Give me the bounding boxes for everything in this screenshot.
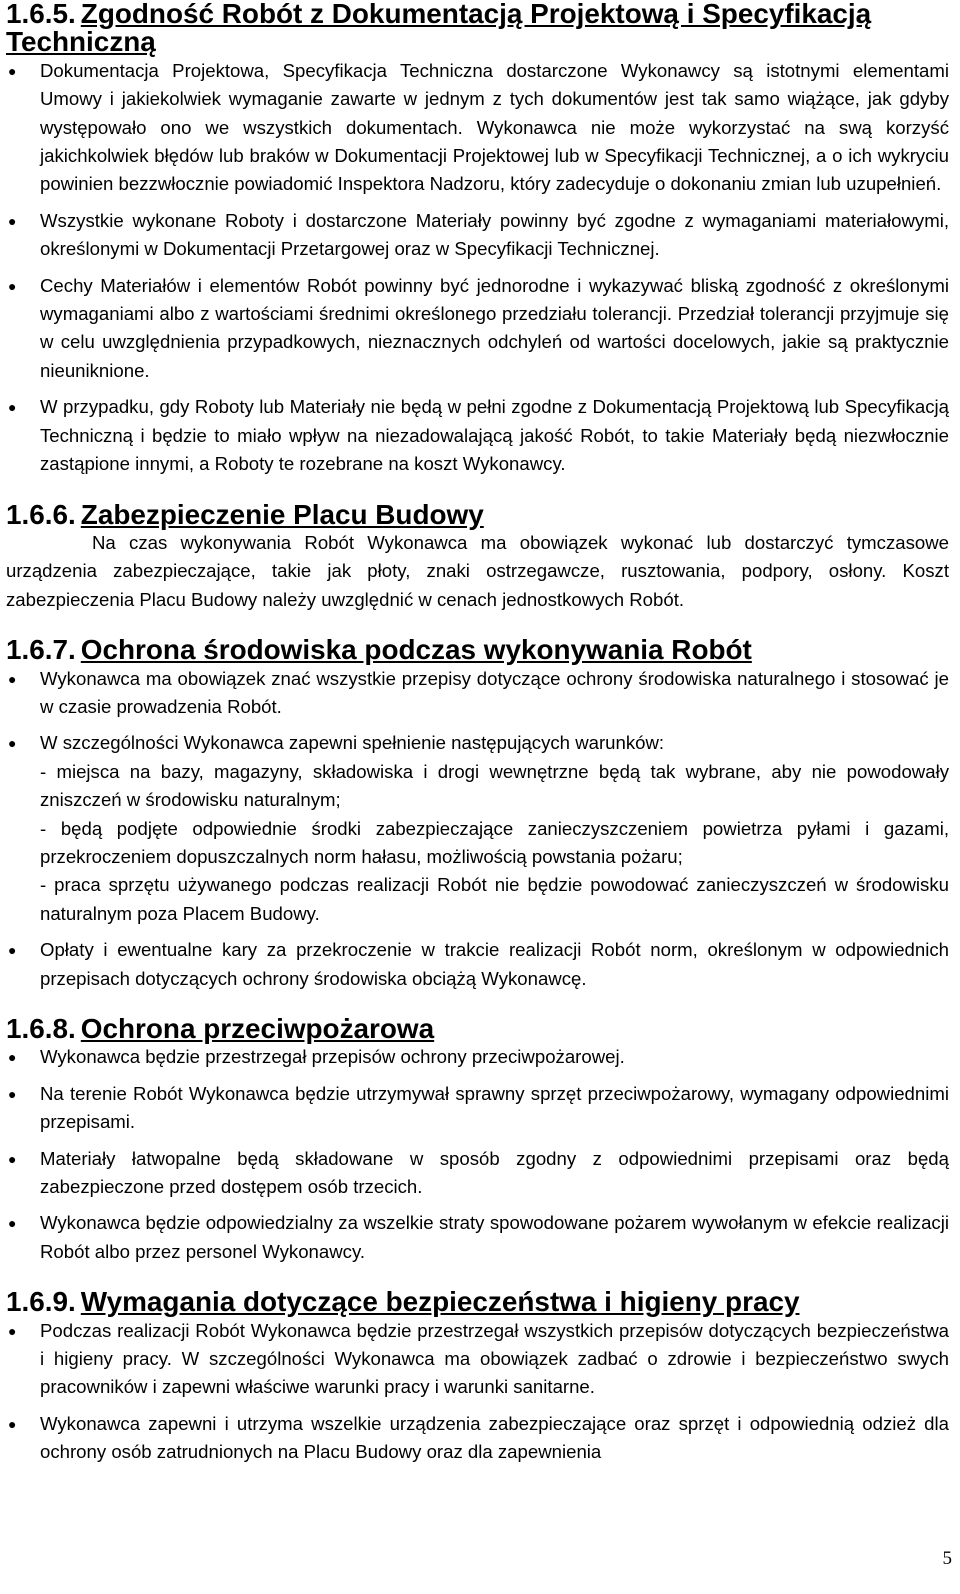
list-item: ● Na terenie Robót Wykonawca będzie utrzymywał sprawny sprzęt przeciwpożarowy, wymagany odpowiednimi przepisami. [6, 1080, 949, 1137]
section-1-6-9-list [6, 1317, 949, 1467]
list-item: ● Wykonawca zapewni i utrzyma wszelkie urządzenia zabezpieczające oraz sprzęt i odpowiednią odzież dla ochrony osób zatrudnionych na Placu Budowy oraz dla zapewnienia [6, 1410, 949, 1467]
list-item: ● Wykonawca będzie odpowiedzialny za wszelkie straty spowodowane pożarem wywołanym w efekcie realizacji Robót albo przez personel Wykonawcy. [6, 1209, 949, 1266]
list-item: ● Wykonawca ma obowiązek znać wszystkie przepisy dotyczące ochrony środowiska naturalnego i stosować je w czasie prowadzenia Robót. [6, 665, 949, 722]
bullet-icon: ● [8, 1150, 17, 1167]
list-item: ● Materiały łatwopalne będą składowane w sposób zgodny z odpowiednimi przepisami oraz będą zabezpieczone przed dostępem osób trzecich. [6, 1145, 949, 1202]
bullet-icon: ● [8, 670, 17, 687]
bullet-icon: ● [8, 1085, 17, 1102]
list-item: ● W przypadku, gdy Roboty lub Materiały nie będą w pełni zgodne z Dokumentacją Projektową lub Specyfikacją Techniczną i będzie to miało wpływ na niezadowalającą jakość Robót, to takie Materiały będą niezwłocznie zastąpione innymi, a Roboty te rozebrane na koszt Wykonawcy. [6, 393, 949, 478]
document-page [6, 0, 949, 1467]
dash-item: - będą podjęte odpowiednie środki zabezpieczające zanieczyszczeniem powietrza pyłami i gazami, przekroczeniem dopuszczalnych norm hałasu, możliwością powstania pożaru; [40, 817, 949, 867]
section-title-1-6-7: 1.6.7. Ochrona środowiska podczas wykonywania Robót [6, 634, 752, 666]
list-item: ● Cechy Materiałów i elementów Robót powinny być jednorodne i wykazywać bliską zgodność z określonymi wymaganiami albo z wartościami średnimi określonego przedziału tolerancji. Przedział tolerancji przyjmuje się w celu uwzględnienia przypadkowych, nieznacznych odchyleń od wartości docelowych, jakie są praktycznie nieuniknione. [6, 272, 949, 386]
bullet-icon: ● [8, 1415, 17, 1432]
list-item: ● W szczególności Wykonawca zapewni spełnienie następujących warunków: - miejsca na bazy, magazyny, składowiska i drogi wewnętrzne będą tak wybrane, aby nie powodowały zniszczeń w środowisku naturalnym; - będą podjęte odpowiednie środki zabezpieczające zanieczyszczeniem powietrza pyłami i gazami, przekroczeniem dopuszczalnych norm hałasu, możliwością powstania pożaru; - praca sprzętu używanego podczas realizacji Robót nie będzie powodować zanieczyszczeń w środowisku naturalnym poza Placem Budowy. [6, 729, 949, 928]
section-title-1-6-8: 1.6.8. Ochrona przeciwpożarowa [6, 1013, 435, 1044]
list-item: ● Wszystkie wykonane Roboty i dostarczone Materiały powinny być zgodne z wymaganiami materiałowymi, określonymi w Dokumentacji Przetargowej oraz w Specyfikacji Technicznej. [6, 207, 949, 264]
bullet-icon: ● [8, 735, 17, 752]
section-1-6-7-list [6, 665, 949, 993]
list-item: ● Wykonawca będzie przestrzegał przepisów ochrony przeciwpożarowej. [6, 1043, 949, 1071]
bullet-icon: ● [8, 62, 17, 79]
list-item: ● Dokumentacja Projektowa, Specyfikacja Techniczna dostarczone Wykonawcy są istotnymi elementami Umowy i jakiekolwiek wymaganie zawarte w jednym z tych dokumentów jest tak samo wiążące, jak gdyby występowało ono we wszystkich dokumentach. Wykonawca nie może wykorzystać na swą korzyść jakichkolwiek błędów lub braków w Dokumentacji Projektowej lub w Specyfikacji Technicznej, a o ich wykryciu powinien bezzwłocznie powiadomić Inspektora Nadzoru, który zadecyduje o dokonaniu zmian lub uzupełnień. [6, 57, 949, 199]
section-title-1-6-6: 1.6.6. Zabezpieczenie Placu Budowy [6, 498, 484, 530]
section-1-6-6-paragraph: Na czas wykonywania Robót Wykonawca ma obowiązek wykonać lub dostarczyć tymczasowe urządzenia zabezpieczające, takie jak płoty, znaki ostrzegawcze, rusztowania, podpory, osłony. Koszt zabezpieczenia Placu Budowy należy uwzględnić w cenach jednostkowych Robót. [6, 531, 949, 610]
dash-item: - praca sprzętu używanego podczas realizacji Robót nie będzie powodować zanieczyszczeń w środowisku naturalnym poza Placem Budowy. [40, 874, 949, 924]
list-item: ● Podczas realizacji Robót Wykonawca będzie przestrzegał wszystkich przepisów dotyczących bezpieczeństwa i higieny pracy. W szczególności Wykonawca ma obowiązek zadbać o zdrowie i bezpieczeństwo swych pracowników i zapewni właściwe warunki pracy i warunki sanitarne. [6, 1317, 949, 1402]
bullet-icon: ● [8, 212, 17, 229]
list-item: ● Opłaty i ewentualne kary za przekroczenie w trakcie realizacji Robót norm, określonym w odpowiednich przepisach dotyczących ochrony środowiska obciążą Wykonawcę. [6, 936, 949, 993]
bullet-icon: ● [8, 1215, 17, 1232]
section-title-1-6-9: 1.6.9. Wymagania dotyczące bezpieczeństwa i higieny pracy [6, 1286, 800, 1318]
page-number: 5 [942, 1548, 952, 1569]
section-1-6-5-list [6, 57, 949, 479]
bullet-icon: ● [8, 1049, 17, 1066]
bullet-icon: ● [8, 1322, 17, 1339]
section-1-6-8-list [6, 1043, 949, 1266]
section-title-1-6-5: 1.6.5. Zgodność Robót z Dokumentacją Projektową i Specyfikacją Techniczną [6, 0, 872, 58]
bullet-icon: ● [8, 942, 17, 959]
dash-item: - miejsca na bazy, magazyny, składowiska i drogi wewnętrzne będą tak wybrane, aby nie powodowały zniszczeń w środowisku naturalnym; [40, 760, 949, 811]
bullet-icon: ● [8, 277, 17, 294]
bullet-icon: ● [8, 399, 17, 416]
